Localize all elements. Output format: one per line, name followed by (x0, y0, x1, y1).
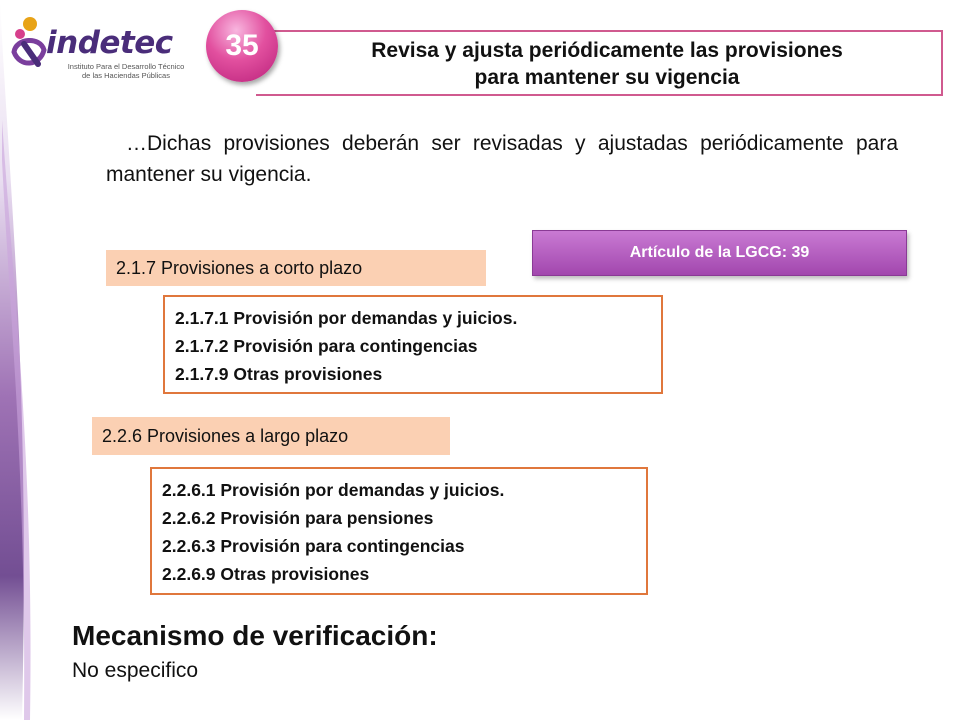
logo-subtitle-line2: de las Haciendas Públicas (82, 71, 170, 80)
subaccount-item: 2.1.7.2 Provisión para contingencias (175, 336, 478, 356)
decorative-swoosh (0, 0, 40, 720)
article-reference-box: Artículo de la LGCG: 39 (532, 230, 907, 276)
subaccount-item: 2.2.6.9 Otras provisiones (162, 564, 370, 584)
subaccount-item: 2.2.6.1 Provisión por demandas y juicios. (162, 480, 505, 500)
intro-paragraph: …Dichas provisiones deberán ser revisadas y ajustadas periódicamente para mantener su vigencia. (106, 132, 898, 186)
verification-value: No especifico (72, 659, 199, 682)
group-label-short-term: 2.1.7 Provisiones a corto plazo (106, 250, 486, 286)
slide-title (292, 37, 922, 91)
logo-wordmark: indetec (46, 25, 173, 61)
slide-number-badge: 35 (206, 10, 278, 82)
subaccount-item: 2.2.6.2 Provisión para pensiones (162, 508, 434, 528)
verification-heading: Mecanismo de verificación: (72, 620, 438, 651)
subaccount-item: 2.1.7.1 Provisión por demandas y juicios. (175, 308, 518, 328)
logo-mark-icon (10, 14, 50, 74)
subaccount-item: 2.2.6.3 Provisión para contingencias (162, 536, 465, 556)
slide-title-line1: Revisa y ajusta periódicamente las provisiones (371, 39, 843, 62)
group-label-long-term: 2.2.6 Provisiones a largo plazo (92, 417, 450, 455)
slide-title-line2: para mantener su vigencia (474, 66, 740, 89)
logo-subtitle (66, 62, 186, 80)
logo-subtitle-line1: Instituto Para el Desarrollo Técnico (67, 62, 185, 71)
subaccount-item: 2.1.7.9 Otras provisiones (175, 364, 383, 384)
subaccount-box-long-term (150, 467, 648, 595)
indetec-logo (10, 10, 185, 80)
subaccount-box-short-term (163, 295, 663, 394)
